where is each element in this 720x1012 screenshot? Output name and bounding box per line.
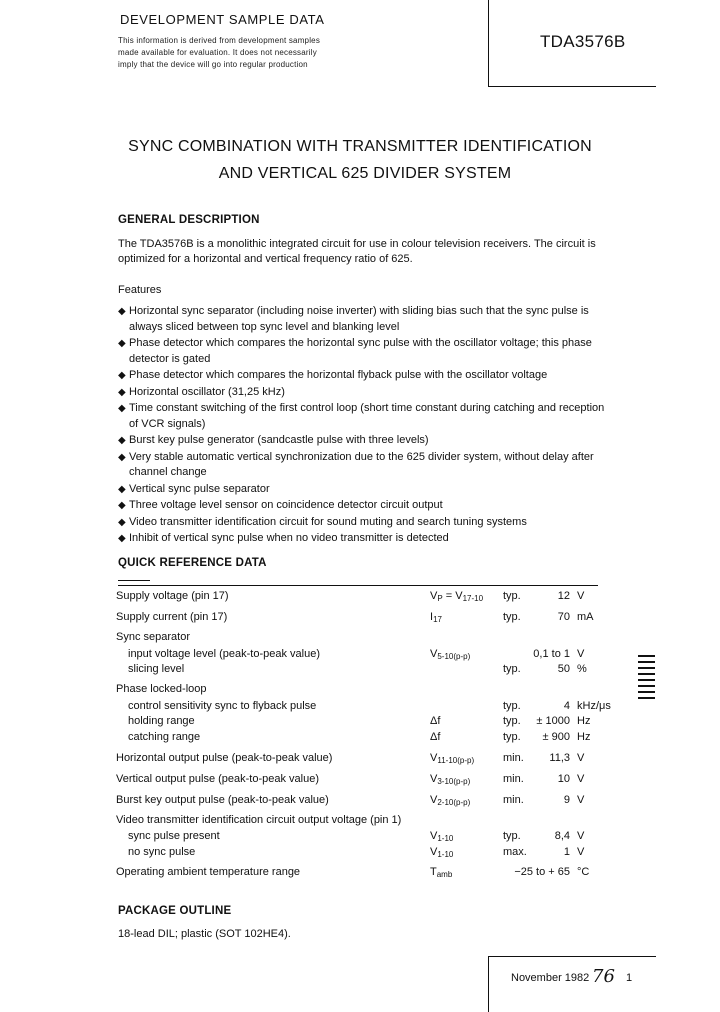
footer-divider (488, 956, 489, 1012)
bullet-icon: ◆ (118, 370, 126, 381)
quick-reference-condition: max. (503, 846, 527, 858)
feature-item: ◆ Very stable automatic vertical synchronization due to the 625 divider system, without delay after channel change (118, 450, 594, 478)
quick-reference-symbol: $V_{5-10(p-p)}$ (430, 648, 471, 661)
quick-reference-value: ± 900 (542, 731, 570, 743)
bullet-icon: ◆ (118, 500, 126, 511)
quick-reference-condition: min. (503, 752, 524, 764)
quick-reference-symbol: Δf (430, 731, 441, 743)
part-number: TDA3576B (540, 32, 626, 51)
bullet-icon: ◆ (118, 306, 126, 317)
bullet-icon: ◆ (118, 403, 126, 414)
quick-reference-value: 70 (557, 611, 570, 623)
feature-item: ◆ Three voltage level sensor on coincidence detector circuit output (118, 498, 608, 514)
quick-reference-parameter: Video transmitter identification circuit output voltage (pin 1) (116, 814, 402, 826)
quick-reference-condition: typ. (503, 590, 521, 602)
quick-reference-parameter: Horizontal output pulse (peak-to-peak value) (116, 752, 333, 764)
quick-reference-unit: % (577, 663, 587, 675)
quick-reference-parameter: Operating ambient temperature range (116, 866, 301, 878)
quick-reference-parameter: Phase locked-loop (116, 683, 207, 695)
quick-reference-parameter: Supply voltage (pin 17) (116, 590, 229, 602)
quick-reference-parameter: input voltage level (peak-to-peak value) (128, 648, 321, 660)
quick-reference-condition: typ. (503, 830, 521, 842)
feature-item: ◆ Phase detector which compares the horizontal sync pulse with the oscillator voltage; this phase detector is gated (118, 337, 592, 365)
revision-mark (638, 673, 655, 675)
feature-item: ◆ Phase detector which compares the horizontal flyback pulse with the oscillator voltage (118, 368, 608, 384)
quick-reference-symbol: $V_{11-10(p-p)}$ (430, 752, 475, 765)
quick-reference-condition: typ. (503, 700, 521, 712)
document-title-line-2: AND VERTICAL 625 DIVIDER SYSTEM (218, 165, 512, 182)
page-number: 1 (626, 972, 633, 984)
header-rule (488, 86, 656, 87)
quick-reference-condition: typ. (503, 663, 521, 675)
quick-reference-unit: V (577, 590, 585, 602)
short-rule (118, 580, 150, 581)
feature-item: ◆ Vertical sync pulse separator (118, 482, 608, 498)
header-note-line: made available for evaluation. It does not necessarily (118, 48, 317, 57)
revision-mark (638, 679, 655, 681)
header-divider (488, 0, 489, 86)
quick-reference-symbol: $V_{3-10(p-p)}$ (430, 773, 471, 786)
quick-reference-unit: Hz (577, 731, 591, 743)
quick-reference-value: 50 (557, 663, 570, 675)
quick-reference-parameter: Burst key output pulse (peak-to-peak value) (116, 794, 329, 806)
bullet-icon: ◆ (118, 435, 126, 446)
revision-mark (638, 697, 655, 699)
document-title-line-1: SYNC COMBINATION WITH TRANSMITTER IDENTIFICATION (128, 138, 592, 155)
quick-reference-parameter: control sensitivity sync to flyback pulse (128, 700, 317, 712)
revision-mark (638, 691, 655, 693)
revision-mark (638, 667, 655, 669)
quick-reference-value: 10 (557, 773, 570, 785)
quick-reference-parameter: holding range (128, 715, 195, 727)
quick-reference-symbol: $I_{17}$ (430, 611, 442, 624)
quick-reference-condition: min. (503, 794, 524, 806)
quick-reference-value: 11,3 (549, 752, 570, 764)
package-outline-text: 18-lead DIL; plastic (SOT 102HE4). (118, 928, 291, 940)
quick-reference-parameter: Vertical output pulse (peak-to-peak value) (116, 773, 320, 785)
quick-reference-condition: typ. (503, 731, 521, 743)
quick-reference-condition: typ. (503, 715, 521, 727)
quick-reference-unit: kHz/μs (577, 700, 611, 712)
general-description-heading: GENERAL DESCRIPTION (118, 214, 260, 226)
quick-reference-value: 12 (557, 590, 570, 602)
quick-reference-symbol: $V_{1-10}$ (430, 846, 454, 859)
footer-date: November 1982 (511, 972, 590, 984)
bullet-icon: ◆ (118, 386, 126, 398)
feature-item: ◆ Time constant switching of the first control loop (short time constant during catching and reception of VCR signals) (118, 402, 605, 430)
bullet-icon: ◆ (118, 533, 126, 544)
handwritten-mark: 76 (592, 966, 615, 987)
quick-reference-heading: QUICK REFERENCE DATA (118, 557, 267, 569)
quick-reference-unit: V (577, 752, 585, 764)
quick-reference-unit: mA (577, 611, 594, 623)
quick-reference-unit: V (577, 648, 585, 660)
bullet-icon: ◆ (118, 338, 126, 349)
revision-mark (638, 655, 655, 657)
bullet-icon: ◆ (118, 451, 126, 463)
quick-reference-symbol: $V_{2-10(p-p)}$ (430, 794, 471, 807)
revision-mark (638, 661, 655, 663)
quick-reference-value: 0,1 to 1 (533, 648, 570, 660)
quick-reference-unit: V (577, 846, 585, 858)
package-outline-heading: PACKAGE OUTLINE (118, 905, 232, 917)
table-top-rule (118, 585, 598, 586)
features-heading: Features (118, 284, 162, 296)
general-description-line: optimized for a horizontal and vertical frequency ratio of 625. (118, 253, 413, 265)
quick-reference-unit: V (577, 773, 585, 785)
feature-item: ◆ Inhibit of vertical sync pulse when no video transmitter is detected (118, 531, 608, 547)
revision-marks (638, 655, 655, 703)
quick-reference-symbol: $V_P = V_{17-10}$ (430, 590, 484, 603)
quick-reference-unit: °C (577, 866, 590, 878)
quick-reference-parameter: sync pulse present (128, 830, 220, 842)
revision-mark (638, 685, 655, 687)
quick-reference-value: 1 (563, 846, 570, 858)
header-note-line: This information is derived from development samples (118, 36, 321, 45)
quick-reference-parameter: Sync separator (116, 631, 190, 643)
quick-reference-parameter: Supply current (pin 17) (116, 611, 228, 623)
quick-reference-value: 9 (563, 794, 570, 806)
quick-reference-symbol: Δf (430, 715, 441, 727)
quick-reference-condition: typ. (503, 611, 521, 623)
feature-item: ◆ Video transmitter identification circuit for sound muting and search tuning systems (118, 515, 608, 531)
bullet-icon: ◆ (118, 483, 126, 495)
header-note-line: imply that the device will go into regular production (118, 60, 308, 69)
header-title: DEVELOPMENT SAMPLE DATA (120, 12, 325, 27)
quick-reference-value: 4 (563, 700, 570, 712)
footer-rule (488, 956, 656, 957)
feature-item: ◆ Horizontal sync separator (including noise inverter) with sliding bias such that the sync pulse is always sliced between top sync level and blanking level (118, 305, 589, 333)
bullet-icon: ◆ (118, 516, 126, 528)
quick-reference-unit: V (577, 830, 585, 842)
quick-reference-value: −25 to + 65 (514, 866, 570, 878)
feature-item: ◆ Burst key pulse generator (sandcastle pulse with three levels) (118, 433, 608, 449)
features-list (118, 304, 608, 548)
quick-reference-value: ± 1000 (536, 715, 570, 727)
quick-reference-unit: V (577, 794, 585, 806)
quick-reference-parameter: slicing level (128, 663, 185, 675)
general-description-line: The TDA3576B is a monolithic integrated circuit for use in colour television receivers. The circuit is (118, 238, 596, 250)
quick-reference-unit: Hz (577, 715, 591, 727)
quick-reference-symbol: $T_{amb}$ (430, 866, 453, 879)
quick-reference-value: 8,4 (554, 830, 570, 842)
quick-reference-parameter: no sync pulse (128, 846, 196, 858)
quick-reference-symbol: $V_{1-10}$ (430, 830, 454, 843)
quick-reference-parameter: catching range (128, 731, 201, 743)
feature-item: ◆ Horizontal oscillator (31,25 kHz) (118, 385, 608, 401)
quick-reference-condition: min. (503, 773, 524, 785)
